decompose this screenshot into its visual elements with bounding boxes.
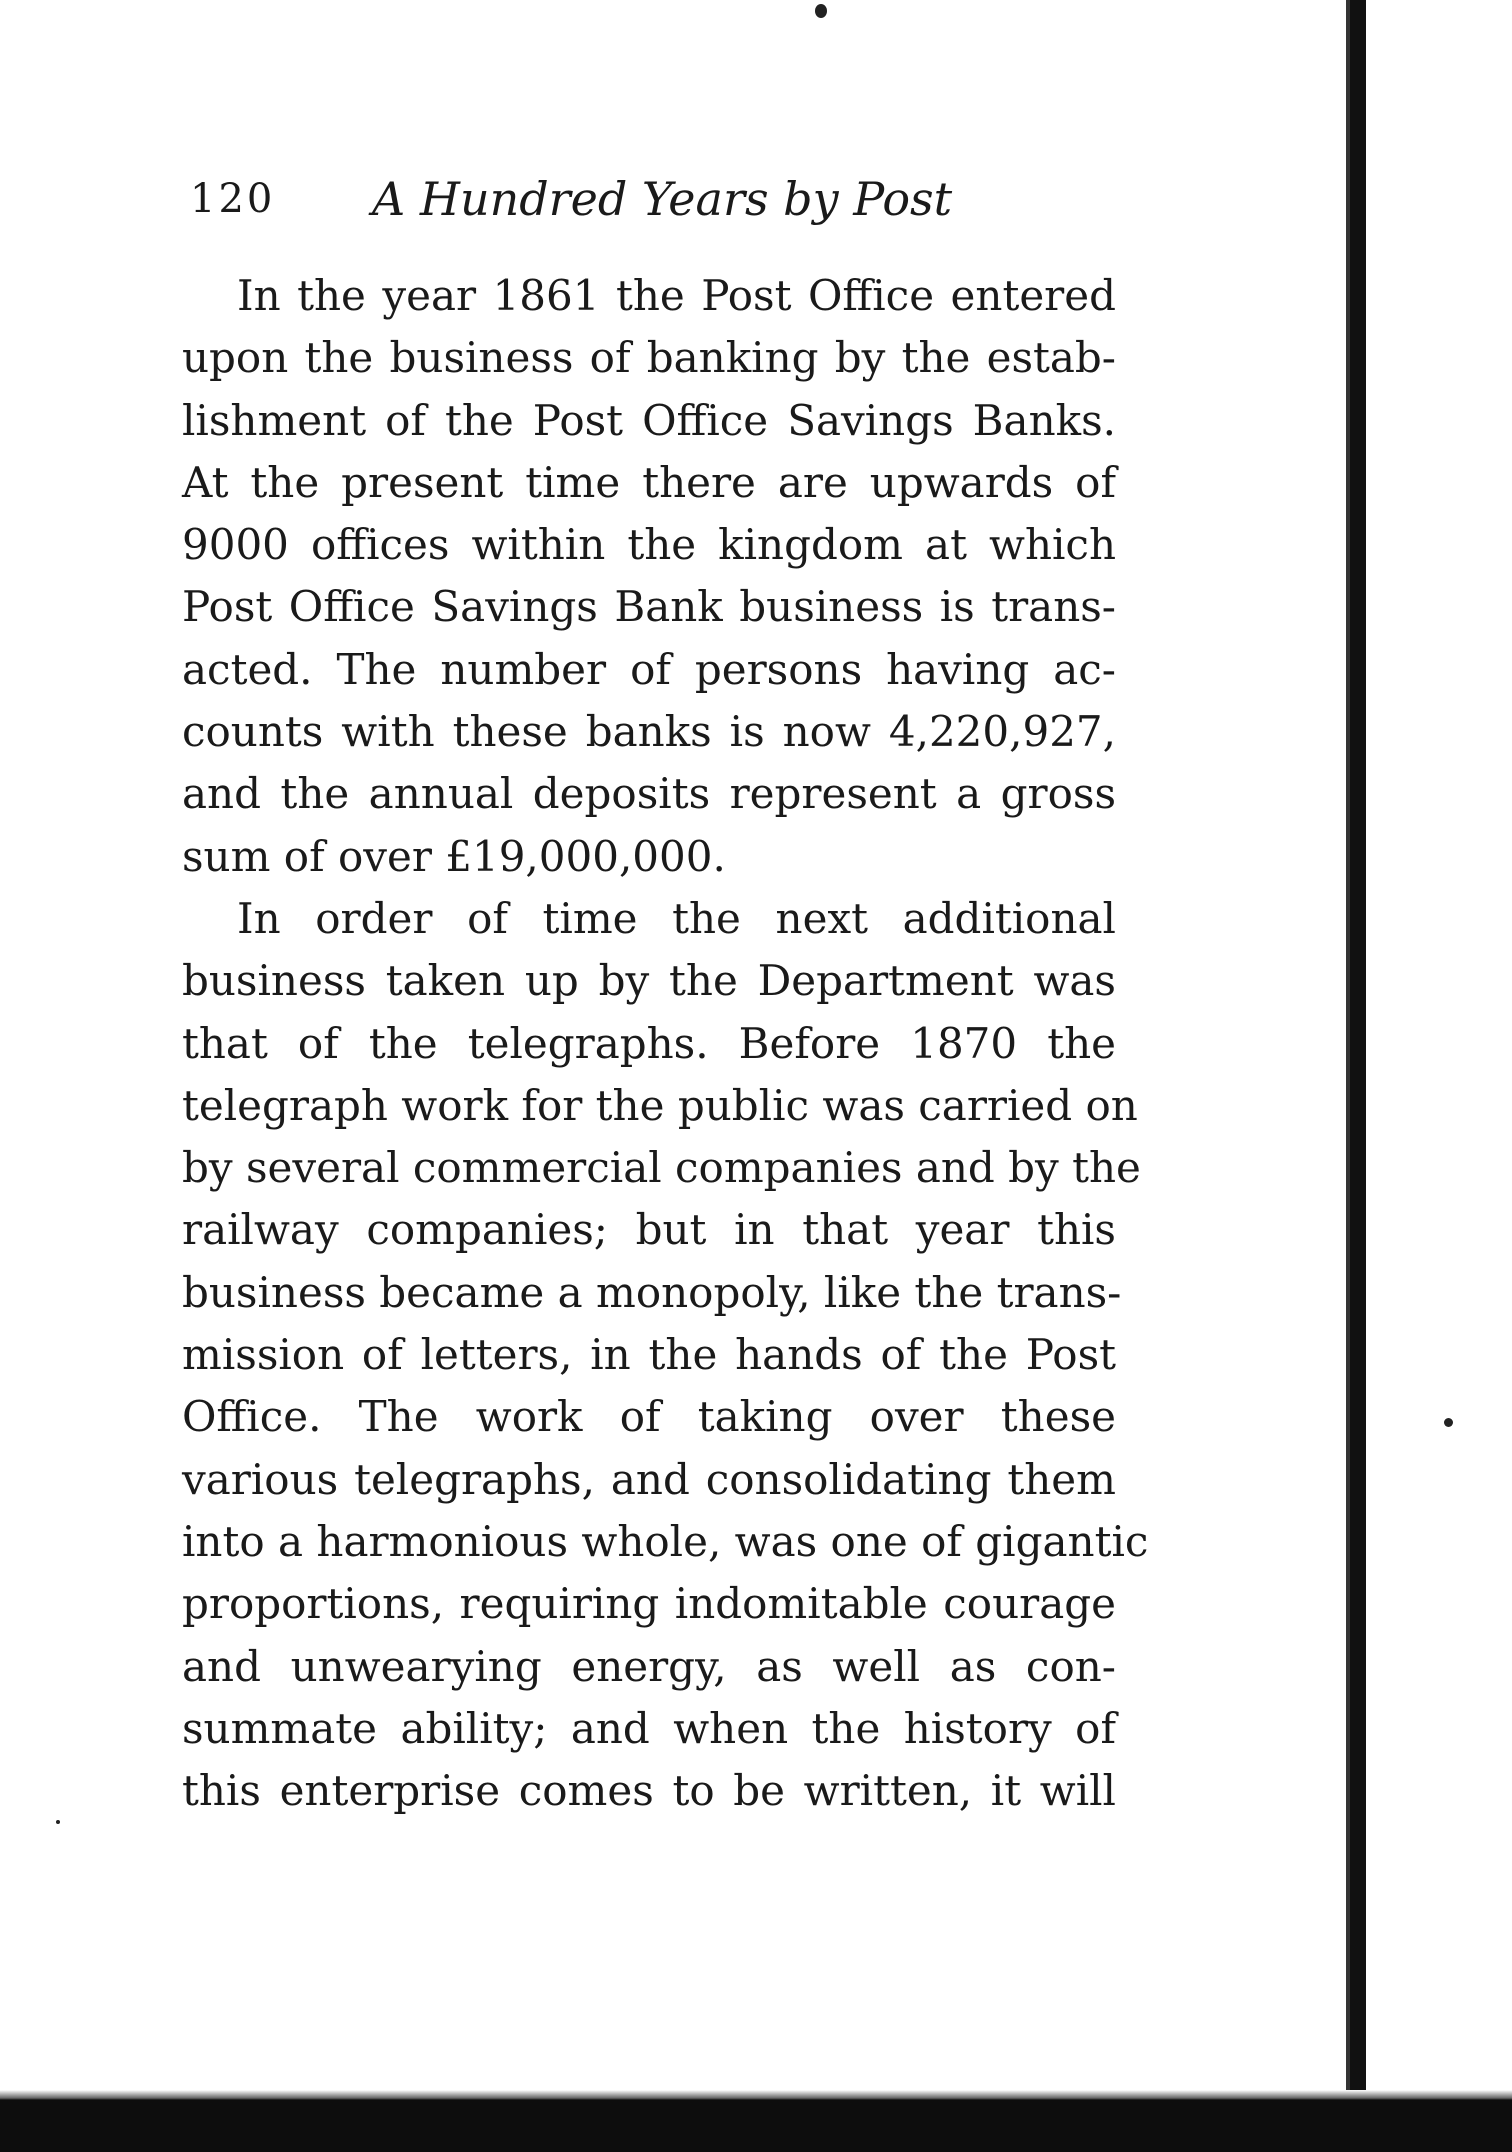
text-line: proportions, requiring indomitable courage [182,1579,1116,1629]
text-line: by several commercial companies and by the [182,1143,1141,1193]
running-title: A Hundred Years by Post [372,172,953,226]
text-line: Office. The work of taking over these [182,1392,1116,1442]
body-text [182,265,1149,1822]
text-line: telegraph work for the public was carried on [182,1080,1138,1130]
ink-speck [56,1820,60,1824]
text-line: At the present time there are upwards of [182,457,1116,507]
text-line: that of the telegraphs. Before 1870 the [182,1018,1116,1068]
text-line: into a harmonious whole, was one of gigantic [182,1516,1149,1566]
ink-speck [1444,1418,1453,1427]
page-gutter-shadow [1350,0,1366,2152]
text-line: summate ability; and when the history of [182,1703,1116,1753]
text-line: and unwearying energy, as well as con- [182,1641,1116,1691]
text-line: In the year 1861 the Post Office entered [237,271,1116,320]
text-line: this enterprise comes to be written, it will [182,1766,1116,1816]
ink-speck [815,4,827,18]
text-line: various telegraphs, and consolidating them [182,1454,1116,1504]
text-line: and the annual deposits represent a gross [182,769,1116,819]
page-bottom-edge [0,2090,1512,2100]
page-header [180,172,1180,232]
text-line: business taken up by the Department was [182,956,1116,1006]
text-line: 9000 offices within the kingdom at which [182,520,1116,570]
text-line: railway companies; but in that year this [182,1205,1116,1255]
text-line: counts with these banks is now 4,220,927, [182,707,1116,757]
text-line: lishment of the Post Office Savings Banks. [182,395,1116,445]
text-line: business became a monopoly, like the trans- [182,1267,1122,1317]
page-number: 120 [190,176,276,222]
text-line: sum of over £19,000,000. [182,831,726,881]
text-line: In order of time the next additional [237,893,1116,943]
text-line: acted. The number of persons having ac- [182,644,1116,694]
text-line: upon the business of banking by the estab- [182,333,1116,383]
text-line: mission of letters, in the hands of the Post [182,1330,1116,1380]
text-line: Post Office Savings Bank business is trans- [182,582,1116,632]
scan-bottom-border [0,2100,1512,2152]
